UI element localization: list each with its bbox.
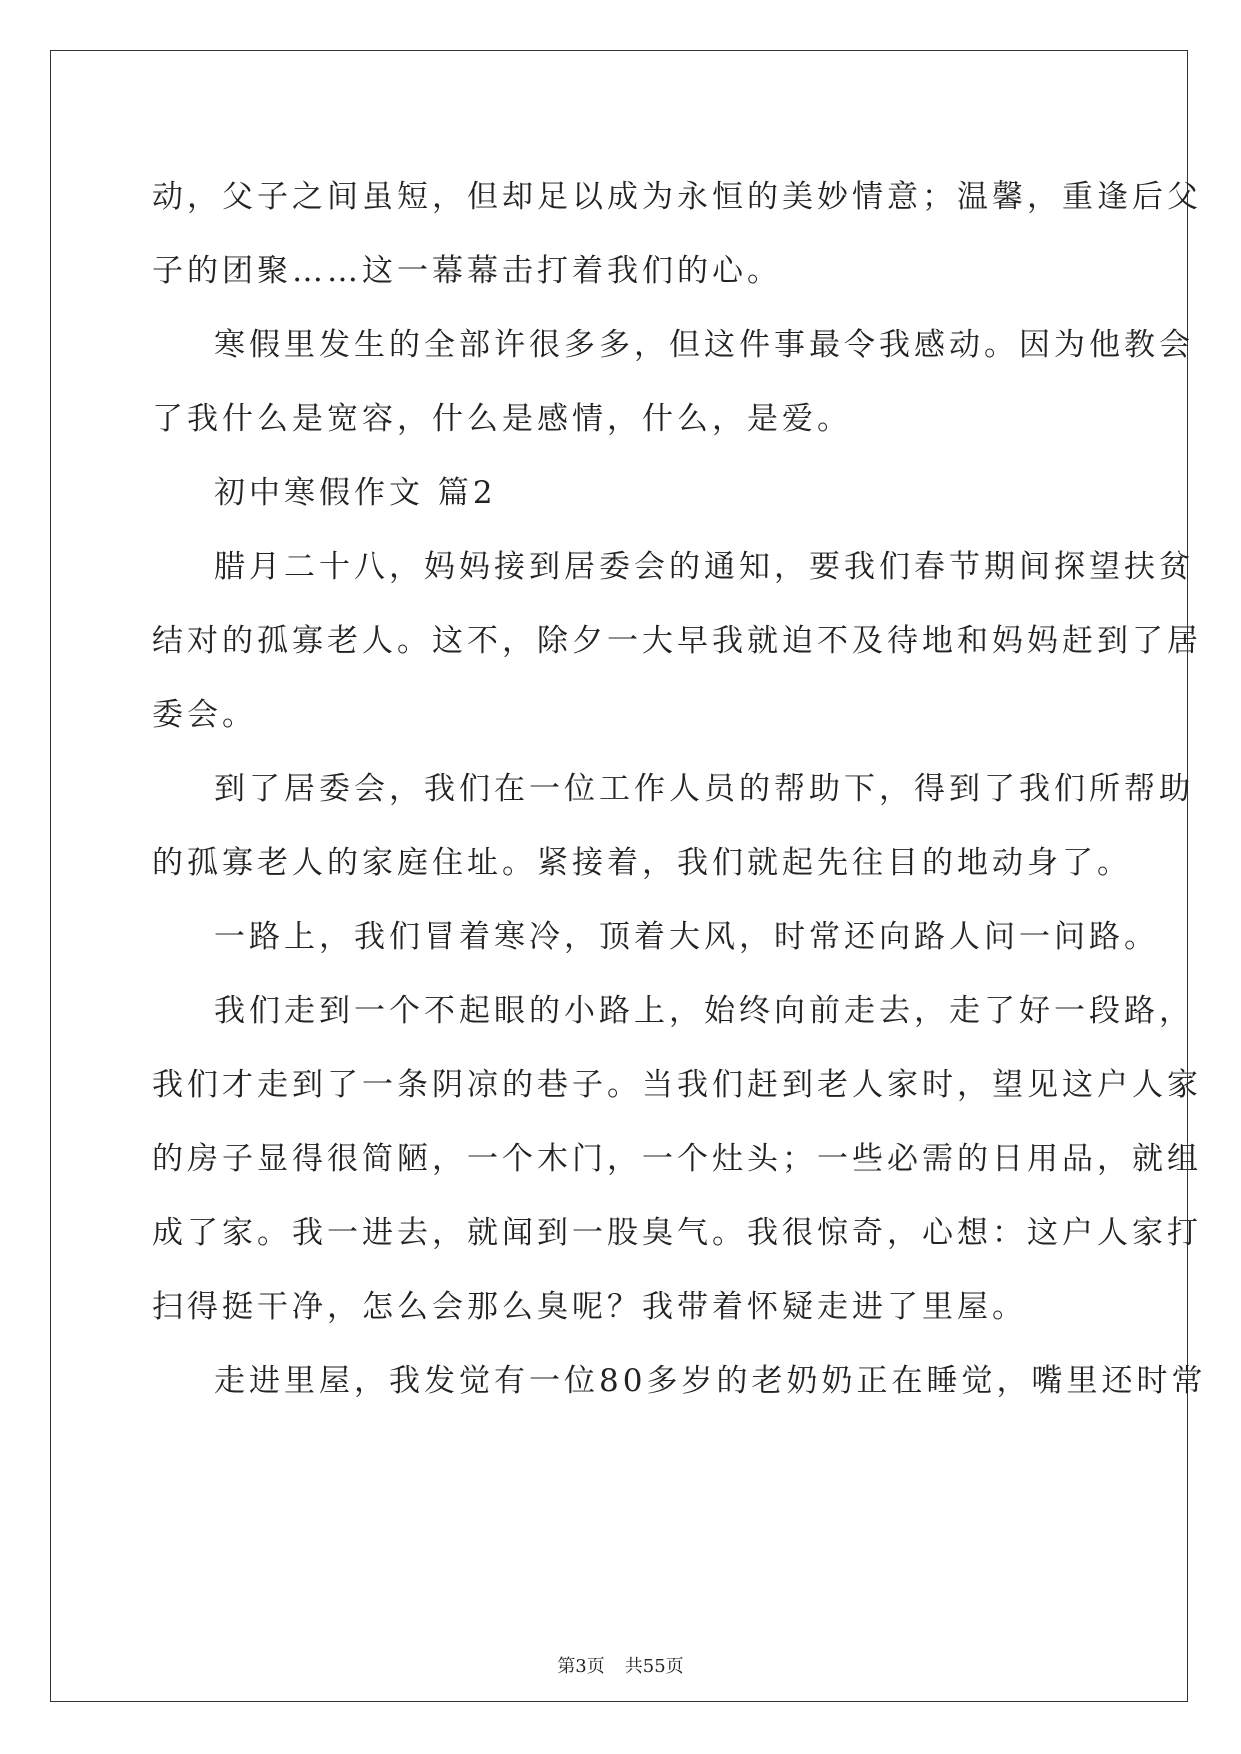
text-line: 腊月二十八，妈妈接到居委会的通知，要我们春节期间探望扶贫 [214, 549, 1194, 585]
text-line: 委会。 [152, 697, 257, 733]
text-line: 结对的孤寡老人。这不，除夕一大早我就迫不及待地和妈妈赶到了居 [152, 623, 1202, 659]
document-body [152, 160, 1207, 1418]
text-line: 的房子显得很简陋，一个木门，一个灶头；一些必需的日用品，就组 [152, 1141, 1202, 1177]
page-number: 第3页 [557, 1656, 605, 1677]
text-line: 一路上，我们冒着寒冷，顶着大风，时常还向路人问一问路。 [214, 919, 1159, 955]
page-total: 共55页 [624, 1656, 684, 1677]
text-line: 我们走到一个不起眼的小路上，始终向前走去，走了好一段路， [214, 993, 1194, 1029]
page-footer [0, 1652, 1241, 1678]
text-line: 我们才走到了一条阴凉的巷子。当我们赶到老人家时，望见这户人家 [152, 1067, 1202, 1103]
text-line: 动，父子之间虽短，但却足以成为永恒的美妙情意；温馨，重逢后父 [152, 179, 1202, 215]
text-line: 扫得挺干净，怎么会那么臭呢？我带着怀疑走进了里屋。 [152, 1289, 1027, 1325]
text-line: 的孤寡老人的家庭住址。紧接着，我们就起先往目的地动身了。 [152, 845, 1132, 881]
text-line: 成了家。我一进去，就闻到一股臭气。我很惊奇，心想：这户人家打 [152, 1215, 1202, 1251]
text-line: 了我什么是宽容，什么是感情，什么，是爱。 [152, 401, 852, 437]
text-line: 走进里屋，我发觉有一位80多岁的老奶奶正在睡觉，嘴里还时常 [214, 1363, 1207, 1399]
text-line: 子的团聚……这一幕幕击打着我们的心。 [152, 253, 782, 289]
text-line: 寒假里发生的全部许很多多，但这件事最令我感动。因为他教会 [214, 327, 1194, 363]
text-line: 到了居委会，我们在一位工作人员的帮助下，得到了我们所帮助 [214, 771, 1194, 807]
section-heading: 初中寒假作文 篇2 [214, 475, 497, 511]
